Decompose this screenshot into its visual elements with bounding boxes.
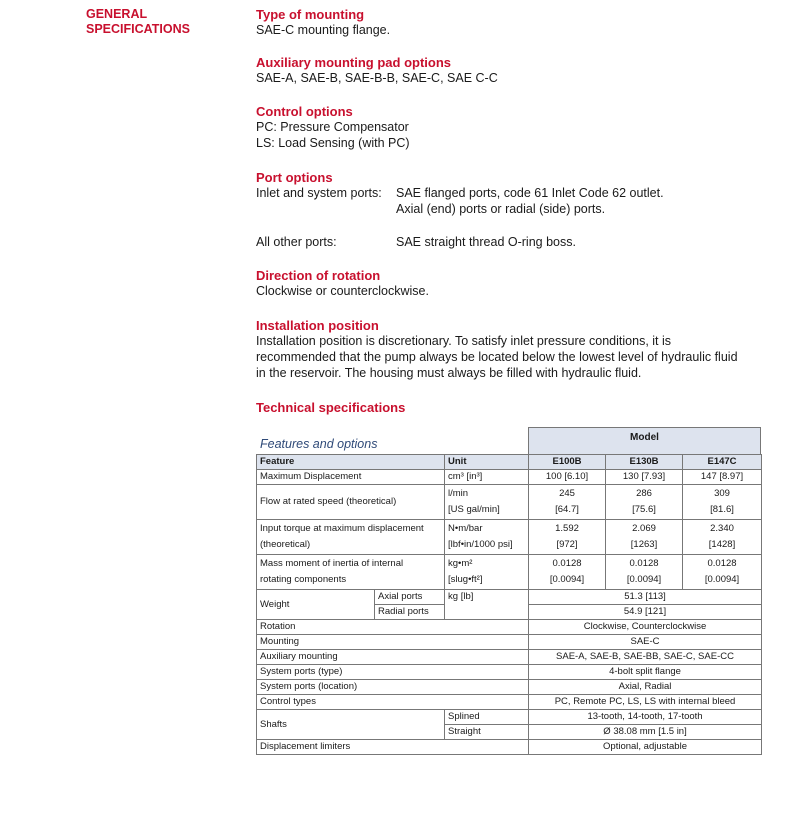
installation-line-3: in the reservoir. The housing must always be filled with hydraulic fluid. <box>256 366 642 380</box>
row-flow-e100b-metric: 245 <box>559 488 575 499</box>
row-torque-feature-line-1: Input torque at maximum displacement <box>260 523 424 534</box>
row-shafts-splined-label: Splined <box>445 710 529 725</box>
row-weight-unit: kg [lb] <box>445 590 529 620</box>
row-shafts-straight-label: Straight <box>445 725 529 740</box>
row-displacement-unit: cm³ [in³] <box>445 470 529 485</box>
rotation-text: Clockwise or counterclockwise. <box>256 284 429 298</box>
row-sys-type-value: 4-bolt split flange <box>529 665 762 680</box>
side-label-line-1: GENERAL <box>86 7 148 21</box>
inlet-ports-row-2 <box>256 201 776 217</box>
table-row <box>257 650 762 665</box>
row-weight-radial-label: Radial ports <box>375 605 445 620</box>
row-inertia-e147c <box>683 555 762 590</box>
spec-table <box>256 454 762 755</box>
tech-section <box>256 400 405 415</box>
other-ports-label: All other ports: <box>256 235 337 249</box>
row-sys-type-feature: System ports (type) <box>257 665 529 680</box>
model-header-label: Model <box>630 432 659 443</box>
row-torque-feature <box>257 520 445 555</box>
row-sys-loc-value: Axial, Radial <box>529 680 762 695</box>
row-inertia-e130b-us: [0.0094] <box>626 574 662 585</box>
row-flow-e147c <box>683 485 762 520</box>
inlet-ports-row <box>256 185 776 201</box>
row-torque-unit <box>445 520 529 555</box>
installation-line-1: Installation position is discretionary. To satisfy inlet pressure conditions, it is <box>256 334 672 348</box>
table-row <box>257 710 762 725</box>
table-header-row <box>257 455 762 470</box>
row-rotation-value: Clockwise, Counterclockwise <box>529 620 762 635</box>
row-sys-loc-feature: System ports (location) <box>257 680 529 695</box>
control-line-pc: PC: Pressure Compensator <box>256 120 409 134</box>
inlet-ports-value-1: SAE flanged ports, code 61 Inlet Code 62 outlet. <box>396 186 664 200</box>
row-inertia-e100b-metric: 0.0128 <box>552 558 582 569</box>
rotation-title: Direction of rotation <box>256 268 381 283</box>
other-ports-row <box>256 234 776 250</box>
row-mounting-value: SAE-C <box>529 635 762 650</box>
table-row <box>257 620 762 635</box>
mounting-text: SAE-C mounting flange. <box>256 23 391 37</box>
row-flow-e130b-metric: 286 <box>636 488 652 499</box>
installation-line-2: recommended that the pump always be located below the lowest level of hydraulic fluid <box>256 350 738 364</box>
table-row <box>257 470 762 485</box>
row-shafts-feature: Shafts <box>257 710 445 740</box>
row-torque-feature-line-2: (theoretical) <box>260 539 311 550</box>
control-line-ls: LS: Load Sensing (with PC) <box>256 136 410 150</box>
row-flow-unit-us: [US gal/min] <box>448 504 500 515</box>
mounting-title: Type of mounting <box>256 7 365 22</box>
ports-section <box>256 170 776 250</box>
row-torque-e100b <box>529 520 606 555</box>
row-weight-radial-value: 54.9 [121] <box>529 605 762 620</box>
row-inertia-feature <box>257 555 445 590</box>
header-model-e130b: E130B <box>606 455 683 470</box>
row-inertia-e130b <box>606 555 683 590</box>
row-torque-e147c-us: [1428] <box>708 539 736 550</box>
ports-title: Port options <box>256 170 333 185</box>
installation-title: Installation position <box>256 318 379 333</box>
row-inertia-e130b-metric: 0.0128 <box>629 558 659 569</box>
row-limiters-feature: Displacement limiters <box>257 740 529 755</box>
row-flow-feature: Flow at rated speed (theoretical) <box>257 485 445 520</box>
other-ports-value: SAE straight thread O-ring boss. <box>396 235 576 249</box>
row-torque-e130b-us: [1263] <box>630 539 658 550</box>
table-row <box>257 520 762 555</box>
row-aux-value: SAE-A, SAE-B, SAE-BB, SAE-C, SAE-CC <box>529 650 762 665</box>
rotation-section <box>256 268 429 299</box>
table-row <box>257 635 762 650</box>
inlet-ports-label: Inlet and system ports: <box>256 186 382 200</box>
model-header <box>528 427 761 455</box>
row-flow-e130b <box>606 485 683 520</box>
row-displacement-e130b: 130 [7.93] <box>606 470 683 485</box>
row-displacement-e147c: 147 [8.97] <box>683 470 762 485</box>
row-control-feature: Control types <box>257 695 529 710</box>
table-row <box>257 695 762 710</box>
row-displacement-feature: Maximum Displacement <box>257 470 445 485</box>
row-torque-e130b <box>606 520 683 555</box>
row-shafts-straight-value: Ø 38.08 mm [1.5 in] <box>529 725 762 740</box>
row-flow-e100b-us: [64.7] <box>555 504 579 515</box>
row-inertia-e147c-us: [0.0094] <box>704 574 740 585</box>
row-torque-e130b-metric: 2.069 <box>632 523 656 534</box>
row-flow-e147c-us: [81.6] <box>710 504 734 515</box>
header-model-e147c: E147C <box>683 455 762 470</box>
features-caption: Features and options <box>260 437 378 451</box>
row-inertia-unit-metric: kg•m² <box>448 558 473 569</box>
mounting-section <box>256 7 390 38</box>
row-torque-e100b-metric: 1.592 <box>555 523 579 534</box>
row-torque-unit-metric: N•m/bar <box>448 523 483 534</box>
installation-section <box>256 318 738 381</box>
row-inertia-e147c-metric: 0.0128 <box>707 558 737 569</box>
row-weight-axial-label: Axial ports <box>375 590 445 605</box>
table-row <box>257 590 762 605</box>
row-aux-feature: Auxiliary mounting <box>257 650 529 665</box>
side-label-line-2: SPECIFICATIONS <box>86 22 190 36</box>
aux-pad-title: Auxiliary mounting pad options <box>256 55 451 70</box>
row-limiters-value: Optional, adjustable <box>529 740 762 755</box>
table-row <box>257 555 762 590</box>
row-mounting-feature: Mounting <box>257 635 529 650</box>
header-unit: Unit <box>445 455 529 470</box>
row-inertia-feature-line-1: Mass moment of inertia of internal <box>260 558 404 569</box>
aux-pad-section <box>256 55 498 86</box>
row-flow-unit <box>445 485 529 520</box>
row-inertia-feature-line-2: rotating components <box>260 574 347 585</box>
row-weight-feature: Weight <box>257 590 375 620</box>
row-torque-e100b-us: [972] <box>556 539 578 550</box>
row-flow-e100b <box>529 485 606 520</box>
row-torque-unit-us: [lbf•in/1000 psi] <box>448 539 513 550</box>
table-row <box>257 665 762 680</box>
table-row <box>257 680 762 695</box>
header-model-e100b: E100B <box>529 455 606 470</box>
section-side-label <box>86 7 190 37</box>
row-displacement-e100b: 100 [6.10] <box>529 470 606 485</box>
row-rotation-feature: Rotation <box>257 620 529 635</box>
row-inertia-e100b <box>529 555 606 590</box>
row-torque-e147c-metric: 2.340 <box>710 523 734 534</box>
row-inertia-e100b-us: [0.0094] <box>549 574 585 585</box>
row-flow-unit-metric: l/min <box>448 488 469 499</box>
row-inertia-unit-us: [slug•ft²] <box>448 574 483 585</box>
row-flow-e147c-metric: 309 <box>714 488 730 499</box>
inlet-ports-value-2: Axial (end) ports or radial (side) ports. <box>396 202 606 216</box>
row-weight-axial-value: 51.3 [113] <box>529 590 762 605</box>
table-row <box>257 485 762 520</box>
aux-pad-text: SAE-A, SAE-B, SAE-B-B, SAE-C, SAE C-C <box>256 71 498 85</box>
row-flow-e130b-us: [75.6] <box>632 504 656 515</box>
table-row <box>257 740 762 755</box>
header-feature: Feature <box>257 455 445 470</box>
control-title: Control options <box>256 104 353 119</box>
row-inertia-unit <box>445 555 529 590</box>
row-control-value: PC, Remote PC, LS, LS with internal bleed <box>529 695 762 710</box>
tech-title: Technical specifications <box>256 400 406 415</box>
row-shafts-splined-value: 13-tooth, 14-tooth, 17-tooth <box>529 710 762 725</box>
row-torque-e147c <box>683 520 762 555</box>
control-section <box>256 104 410 151</box>
